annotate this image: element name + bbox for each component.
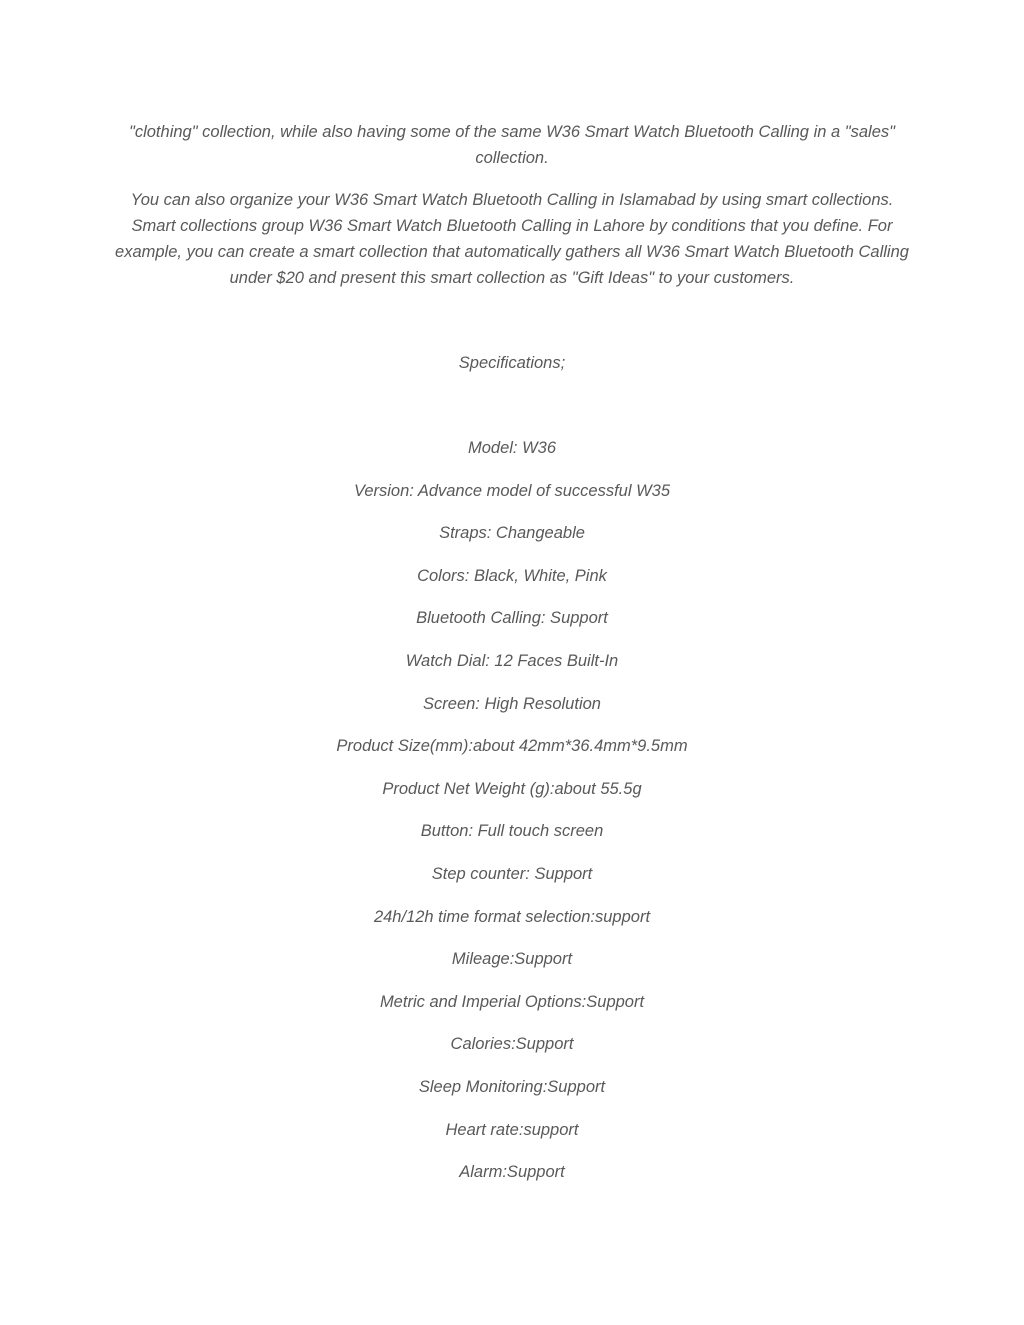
spec-item-calories: Calories:Support: [450, 1035, 574, 1054]
spec-item-product-size: Product Size(mm):about 42mm*36.4mm*9.5mm: [336, 737, 688, 756]
intro-paragraph-1: "clothing" collection, while also having some of the same W36 Smart Watch Bluetooth Calling in a "sales" collection.: [128, 123, 895, 167]
spec-item-colors: Colors: Black, White, Pink: [417, 566, 607, 585]
spec-item-alarm: Alarm:Support: [459, 1163, 565, 1182]
spec-item-step-counter: Step counter: Support: [431, 864, 593, 883]
spec-item-watch-dial: Watch Dial: 12 Faces Built-In: [405, 651, 619, 670]
intro-paragraph-2: You can also organize your W36 Smart Watch Bluetooth Calling in Islamabad by using smart collections. Smart collections group W36 Smart Watch Bluetooth Calling in Lahore by conditions that you define. For example, you can create a smart collection that automatically gathers all W36 Smart Watch Bluetooth Calling under $20 and present this smart collection as "Gift Ideas" to your customers.: [115, 191, 909, 287]
spec-item-sleep-monitoring: Sleep Monitoring:Support: [418, 1077, 606, 1096]
spec-item-heart-rate: Heart rate:support: [445, 1120, 579, 1139]
spec-item-mileage: Mileage:Support: [451, 950, 573, 969]
spec-item-model: Model: W36: [467, 439, 557, 457]
spec-item-time-format: 24h/12h time format selection:support: [373, 907, 651, 926]
specifications-heading: Specifications;: [458, 354, 566, 372]
spec-item-metric-imperial: Metric and Imperial Options:Support: [379, 992, 645, 1011]
spec-item-bluetooth-calling: Bluetooth Calling: Support: [416, 609, 608, 628]
spec-item-screen: Screen: High Resolution: [423, 694, 601, 713]
spec-item-button: Button: Full touch screen: [420, 822, 604, 841]
spec-item-version: Version: Advance model of successful W35: [353, 481, 671, 500]
specifications-list: [112, 435, 912, 1202]
spec-item-straps: Straps: Changeable: [439, 524, 585, 543]
spec-item-net-weight: Product Net Weight (g):about 55.5g: [382, 779, 642, 798]
